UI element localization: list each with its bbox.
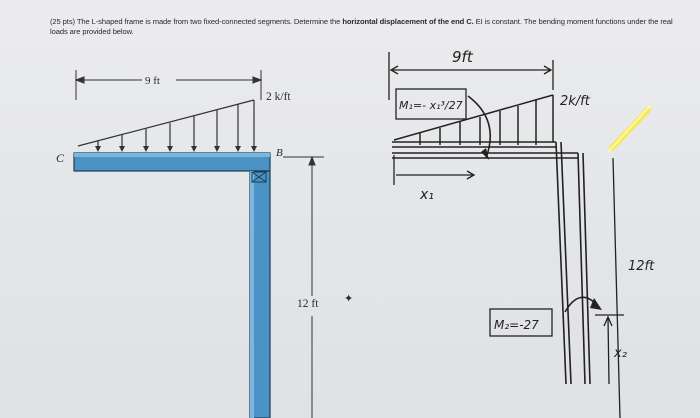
x1-label: x₁ [420,187,434,203]
moment2-expression: M₂=-27 [494,318,539,332]
problem-text-bold: horizontal displacement of the end C. [342,17,474,26]
left-load-label: 2 k/ft [266,91,291,103]
x1-dimension [394,155,474,185]
points-label: (25 pts) [50,17,75,26]
cursor-mark: ✦ [344,293,354,305]
moment1-arrow [468,96,490,158]
problem-text-part1: The L-shaped frame is made from two fixed-connected segments. Determine the [76,17,343,26]
left-height-label: 12 ft [297,298,319,310]
moment1-expression: M₁=- x₁³/27 [399,99,463,112]
right-height-dimension [613,158,620,418]
right-height-label: 12ft [628,259,655,274]
end-c-label: C [56,151,65,165]
right-vertical-column [556,142,590,384]
x2-label: x₂ [614,346,627,361]
left-span-label: 9 ft [145,75,160,87]
right-load-label: 2k/ft [560,94,590,109]
corner-b-label: B [276,147,283,159]
right-span-label: 9ft [452,48,473,66]
problem-text-part2: EI is constant. The bending moment functions under the real loads are provided below. [50,17,673,36]
pencil-streak-highlight [608,106,650,152]
